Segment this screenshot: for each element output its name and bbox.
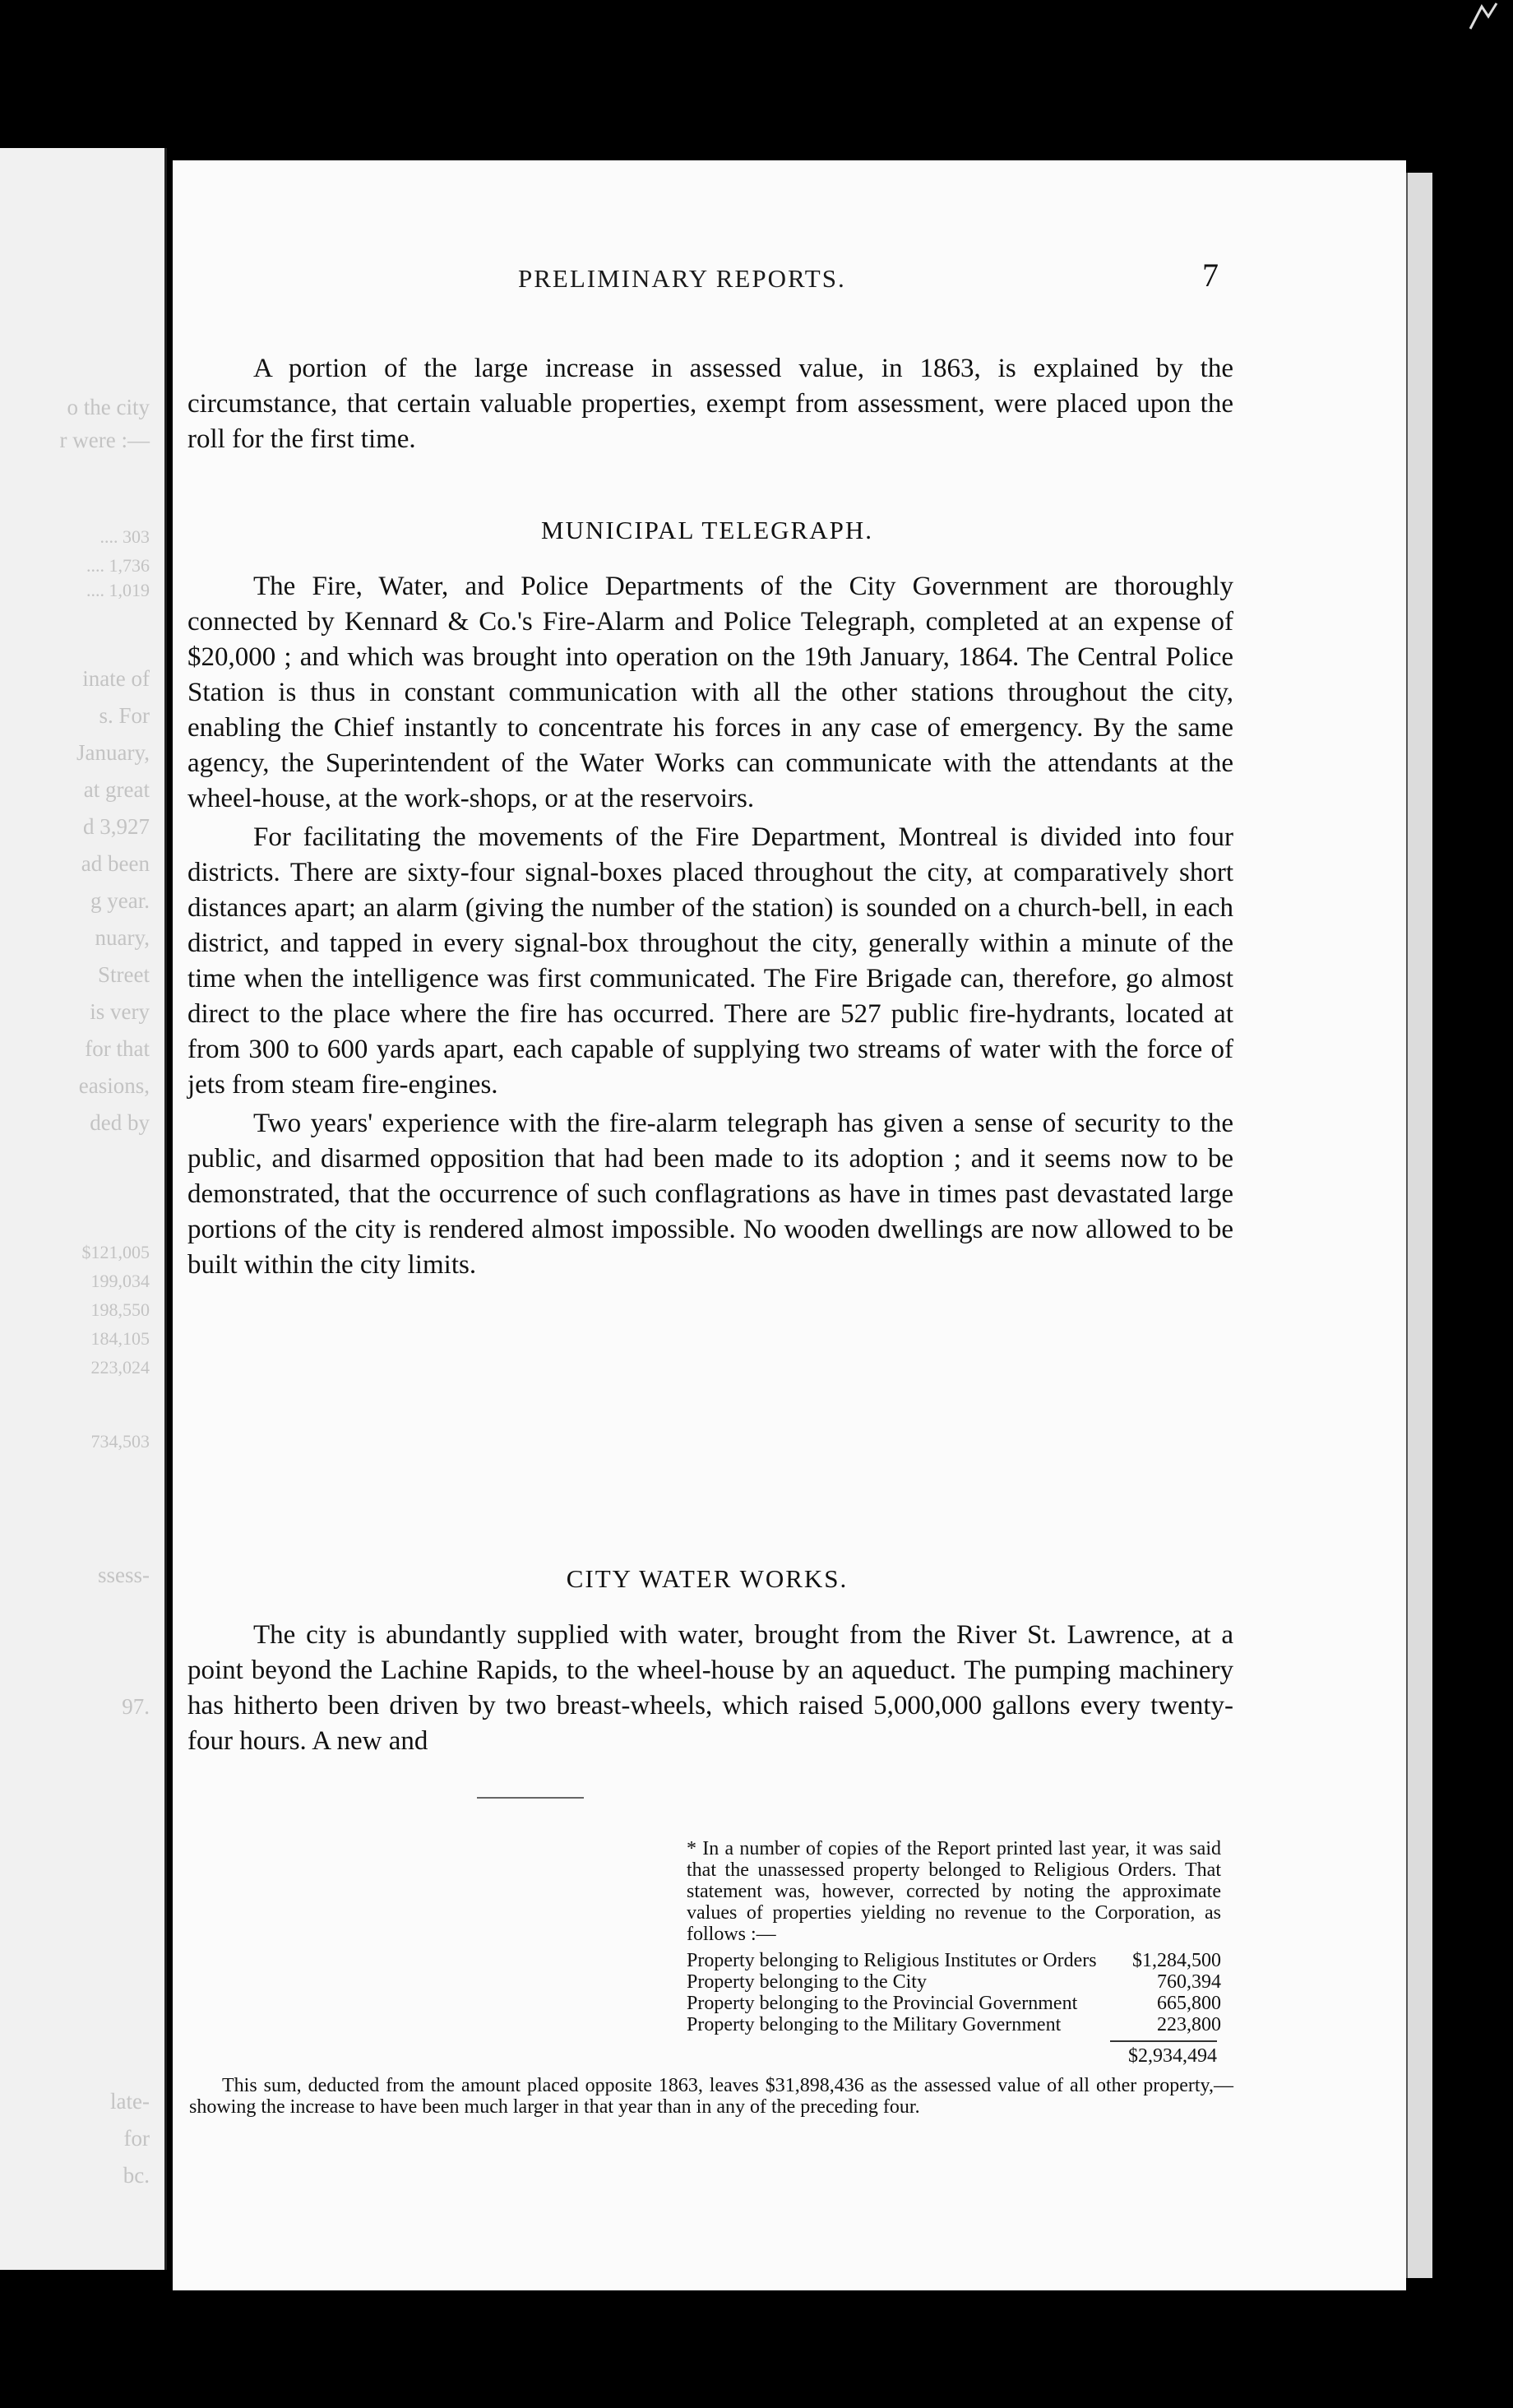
page-number: 7 bbox=[1202, 257, 1219, 294]
left-page-fragment: is very bbox=[90, 999, 150, 1024]
footnote-row-amount: $1,284,500 bbox=[1132, 1950, 1221, 1971]
footnote-rule bbox=[477, 1797, 584, 1799]
left-page-fragment: s. For bbox=[99, 703, 150, 728]
footnote-row bbox=[687, 1993, 1221, 2014]
left-page-fragment: 184,105 bbox=[90, 1328, 150, 1349]
left-page-fragment: nuary, bbox=[95, 925, 150, 950]
left-page-fragment: .... 1,019 bbox=[86, 580, 150, 600]
left-page-fragment: o the city bbox=[67, 395, 150, 419]
footnote-values-list bbox=[687, 1950, 1221, 2035]
left-page-fragment: .... 303 bbox=[99, 526, 150, 547]
left-page-fragment: at great bbox=[83, 777, 150, 802]
footnote-row-label: Property belonging to the Military Government bbox=[687, 2014, 1062, 2035]
section-heading-water-works: CITY WATER WORKS. bbox=[566, 1564, 849, 1593]
left-page-fragment: for that bbox=[85, 1036, 150, 1061]
telegraph-paragraphs bbox=[187, 569, 1233, 1283]
footnote-conclusion: This sum, deducted from the amount placed opposite 1863, leaves $31,898,436 as the assessed value of all other property,—showing the increase to have been much larger in that year than in any of the preceding four. bbox=[189, 2075, 1233, 2118]
left-page-fragment: late- bbox=[110, 2089, 150, 2114]
left-page-fragment: ad been bbox=[81, 851, 150, 876]
footnote-row-amount: 760,394 bbox=[1157, 1971, 1221, 1993]
telegraph-paragraph: The Fire, Water, and Police Departments of the City Government are thoroughly connected by Kennard & Co.'s Fire-Alarm and Police Telegraph, completed at an expense of $20,000 ; and which was brought into operation on the 19th January, 1864. The Central Police Station is thus in constant communication with all the other stations throughout the city, enabling the Chief instantly to concentrate his forces in any case of emergency. By the same agency, the Superintendent of the Water Works can communicate with the attendants at the wheel-house, at the work-shops, or at the reservoirs. bbox=[187, 572, 1233, 813]
footnote-row-amount: 665,800 bbox=[1157, 1993, 1221, 2014]
left-page-fragment: $121,005 bbox=[81, 1242, 150, 1262]
telegraph-paragraph: For facilitating the movements of the Fire Department, Montreal is divided into four districts. There are sixty-four signal-boxes placed throughout the city, at comparatively short distances apart; an alarm (giving the number of the station) is sounded on a church-bell, in each district, and tapped in every signal-box throughout the city, generally within a minute of the time when the intelligence was first communicated. The Fire Brigade can, therefore, go almost direct to the place where the fire has occurred. There are 527 public fire-hydrants, located at from 300 to 600 yards apart, each capable of supplying two streams of water with the force of jets from steam fire-engines. bbox=[187, 822, 1233, 1100]
left-page-fragment: easions, bbox=[78, 1073, 150, 1098]
left-page-fragment: r were :— bbox=[59, 428, 150, 452]
footnote-total-rule bbox=[1110, 2040, 1217, 2042]
left-page-fragment: 199,034 bbox=[90, 1271, 150, 1291]
footnote-row-label: Property belonging to the City bbox=[687, 1971, 927, 1993]
footnote bbox=[189, 1838, 1258, 2118]
footnote-total: $2,934,494 bbox=[1128, 2045, 1217, 2067]
footnote-row-amount: 223,800 bbox=[1157, 2014, 1221, 2035]
intro-paragraph: A portion of the large increase in assessed value, in 1863, is explained by the circumstance, that certain valuable properties, exempt from assessment, were placed upon the roll for the first time. bbox=[187, 354, 1233, 454]
footnote-row-label: Property belonging to the Provincial Government bbox=[687, 1993, 1078, 2014]
water-works-paragraph: The city is abundantly supplied with water, brought from the River St. Lawrence, at a point beyond the Lachine Rapids, to the wheel-house by an aqueduct. The pumping machinery has hitherto been driven by two breast-wheels, which raised 5,000,000 gallons every twenty-four hours. A new and bbox=[187, 1620, 1233, 1756]
page-edge bbox=[1406, 173, 1432, 2278]
left-page-fragment: ded by bbox=[90, 1110, 150, 1135]
section-heading-telegraph: MUNICIPAL TELEGRAPH. bbox=[541, 516, 873, 544]
left-page-fragment: 734,503 bbox=[90, 1431, 150, 1452]
left-page-fragment: 223,024 bbox=[90, 1357, 150, 1378]
left-facing-page bbox=[0, 148, 167, 2270]
left-page-fragment: ssess- bbox=[97, 1563, 150, 1587]
left-page-fragment: January, bbox=[76, 740, 150, 765]
left-page-fragment: 198,550 bbox=[90, 1299, 150, 1320]
left-page-fragment: inate of bbox=[82, 666, 150, 691]
left-page-fragment: g year. bbox=[90, 888, 150, 913]
footnote-row-label: Property belonging to Religious Institutes or Orders bbox=[687, 1950, 1097, 1971]
scan-artifact-mark bbox=[1464, 0, 1513, 33]
telegraph-paragraph: Two years' experience with the fire-alarm telegraph has given a sense of security to the public, and disarmed opposition that had been made to its adoption ; and it seems now to be demonstrated, that the occurrence of such conflagrations as have in times past devastated large portions of the city is rendered almost impossible. No wooden dwellings are now allowed to be built within the city limits. bbox=[187, 1109, 1233, 1280]
left-page-fragment: bc. bbox=[123, 2163, 150, 2188]
running-head: PRELIMINARY REPORTS. bbox=[518, 264, 846, 293]
left-page-fragment: for bbox=[123, 2126, 150, 2151]
footnote-row bbox=[687, 2014, 1221, 2035]
left-page-fragment: .... 1,736 bbox=[86, 555, 150, 576]
left-page-fragment: Street bbox=[98, 962, 150, 987]
footnote-intro: * In a number of copies of the Report printed last year, it was said that the unassessed property belonged to Religious Orders. That statement was, however, corrected by noting the approximate values of properties yielding no revenue to the Corporation, as follows :— bbox=[687, 1838, 1221, 1945]
left-page-fragment: 97. bbox=[122, 1694, 150, 1719]
left-page-fragment: d 3,927 bbox=[83, 814, 150, 839]
document-page bbox=[173, 160, 1406, 2290]
footnote-row bbox=[687, 1971, 1221, 1993]
footnote-row bbox=[687, 1950, 1221, 1971]
